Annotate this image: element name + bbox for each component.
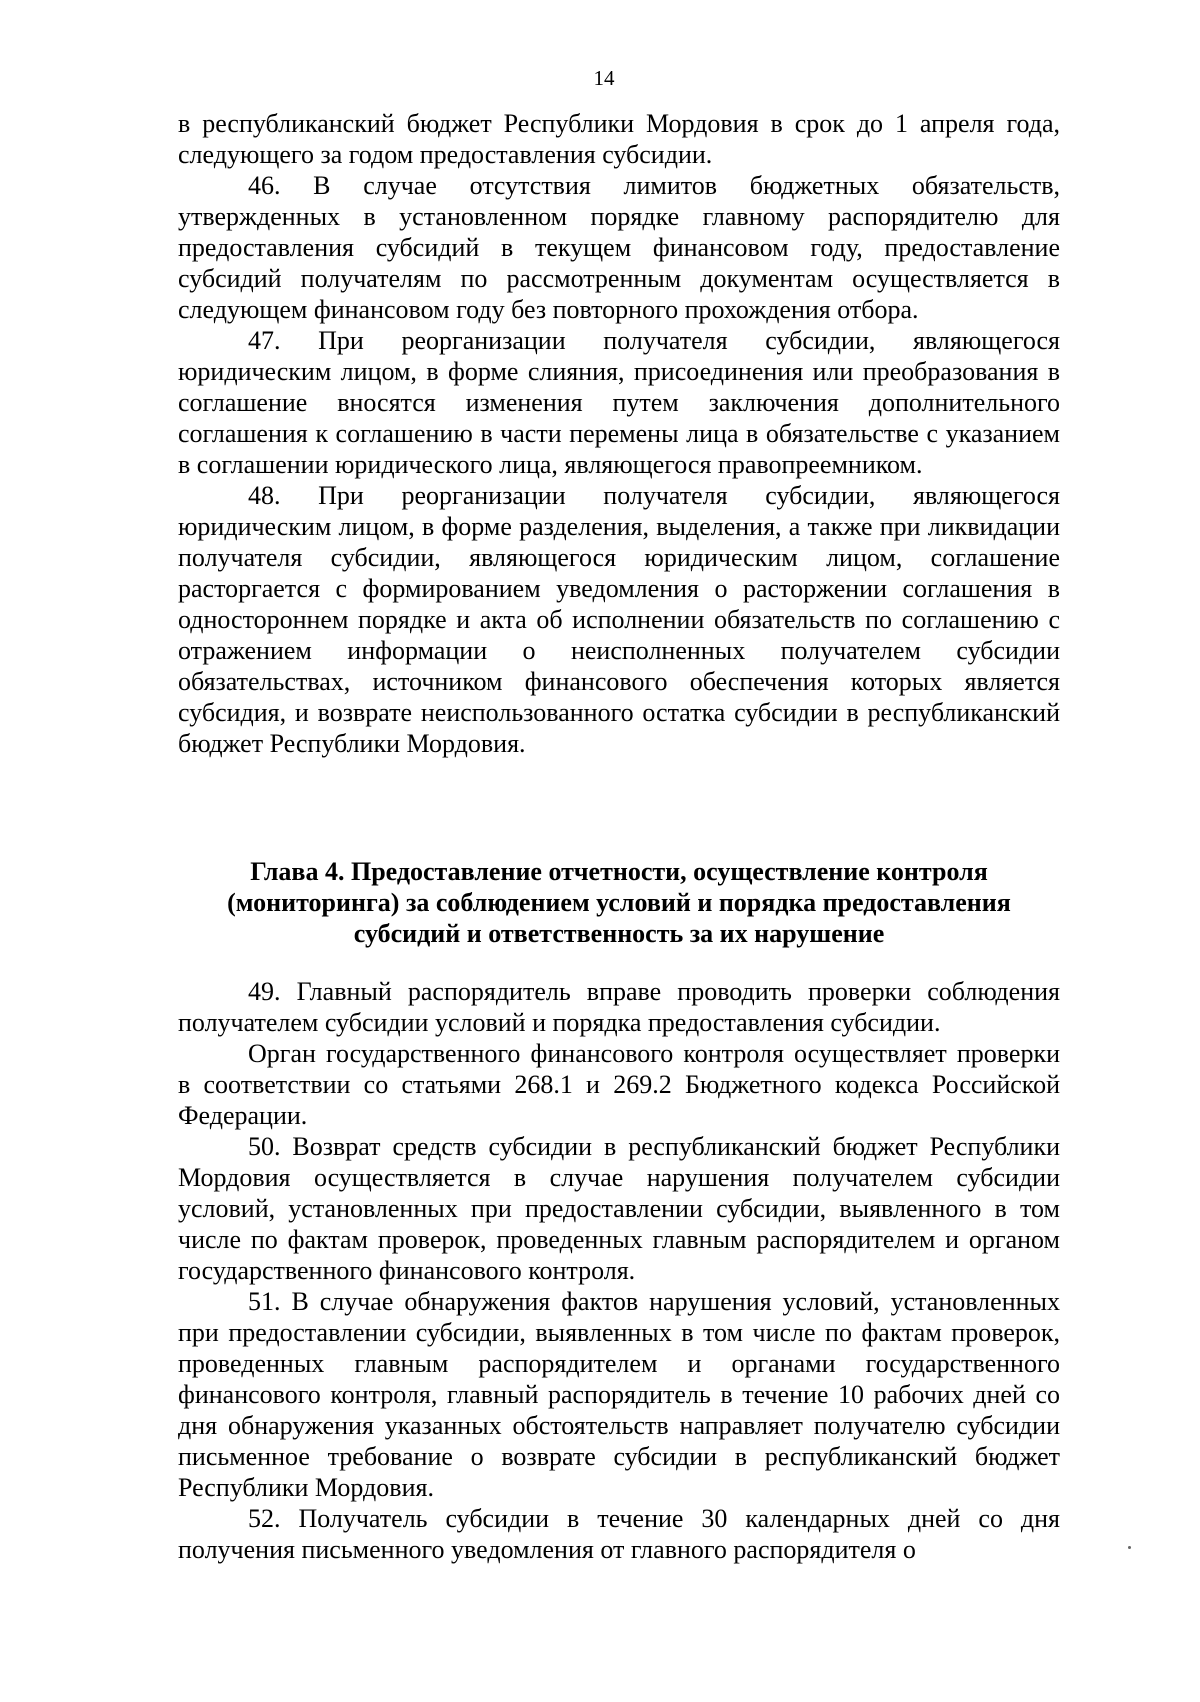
paragraph-50: 50. Возврат средств субсидии в республиканский бюджет Республики Мордовия осуществляется в случае нарушения получателем субсидии условий, установленных при предоставлении субсидии, выявленного в том числе по фактам проверок, проведенных главным распорядителем и органом государственного финансового контроля. [178, 1132, 1060, 1285]
body-before-heading [178, 108, 1060, 759]
paragraph-52: 52. Получатель субсидии в течение 30 календарных дней со дня получения письменного уведомления от главного распорядителя о [178, 1504, 1060, 1564]
page-number: 14 [593, 66, 615, 90]
paragraph-46: 46. В случае отсутствия лимитов бюджетных обязательств, утвержденных в установленном порядке главному распорядителю для предоставления субсидий в текущем финансовом году, предоставление субсидий получателям по рассмотренным документам осуществляется в следующем финансовом году без повторного прохождения отбора. [178, 171, 1060, 324]
paragraph-48: 48. При реорганизации получателя субсидии, являющегося юридическим лицом, в форме разделения, выделения, а также при ликвидации получателя субсидии, являющегося юридическим лицом, соглашение расторгается с формированием уведомления о расторжении соглашения в одностороннем порядке и акта об исполнении обязательств по соглашению с отражением информации о неисполненных получателем субсидии обязательствах, источником финансового обеспечения которых является субсидия, и возврате неиспользованного остатка субсидии в республиканский бюджет Республики Мордовия. [178, 481, 1060, 758]
paragraph-control-body: Орган государственного финансового контроля осуществляет проверки в соответствии со статьями 268.1 и 269.2 Бюджетного кодекса Российской Федерации. [178, 1039, 1060, 1130]
body-after-heading [178, 976, 1060, 1565]
paragraph-49: 49. Главный распорядитель вправе проводить проверки соблюдения получателем субсидии условий и порядка предоставления субсидии. [178, 977, 1060, 1037]
chapter-heading: Глава 4. Предоставление отчетности, осуществление контроля (мониторинга) за соблюдением условий и порядка предоставления субсидий и ответственность за их нарушение [227, 857, 1011, 948]
paragraph-continuation: в республиканский бюджет Республики Мордовия в срок до 1 апреля года, следующего за годом предоставления субсидии. [178, 109, 1060, 169]
paragraph-51: 51. В случае обнаружения фактов нарушения условий, установленных при предоставлении субсидии, выявленных в том числе по фактам проверок, проведенных главным распорядителем и органами государственного финансового контроля, главный распорядитель в течение 10 рабочих дней со дня обнаружения указанных обстоятельств направляет получателю субсидии письменное требование о возврате субсидии в республиканский бюджет Республики Мордовия. [178, 1287, 1060, 1502]
scan-dot [1128, 1546, 1131, 1549]
paragraph-47: 47. При реорганизации получателя субсидии, являющегося юридическим лицом, в форме слияния, присоединения или преобразования в соглашение вносятся изменения путем заключения дополнительного соглашения к соглашению в части перемены лица в обязательстве с указанием в соглашении юридического лица, являющегося правопреемником. [178, 326, 1060, 479]
